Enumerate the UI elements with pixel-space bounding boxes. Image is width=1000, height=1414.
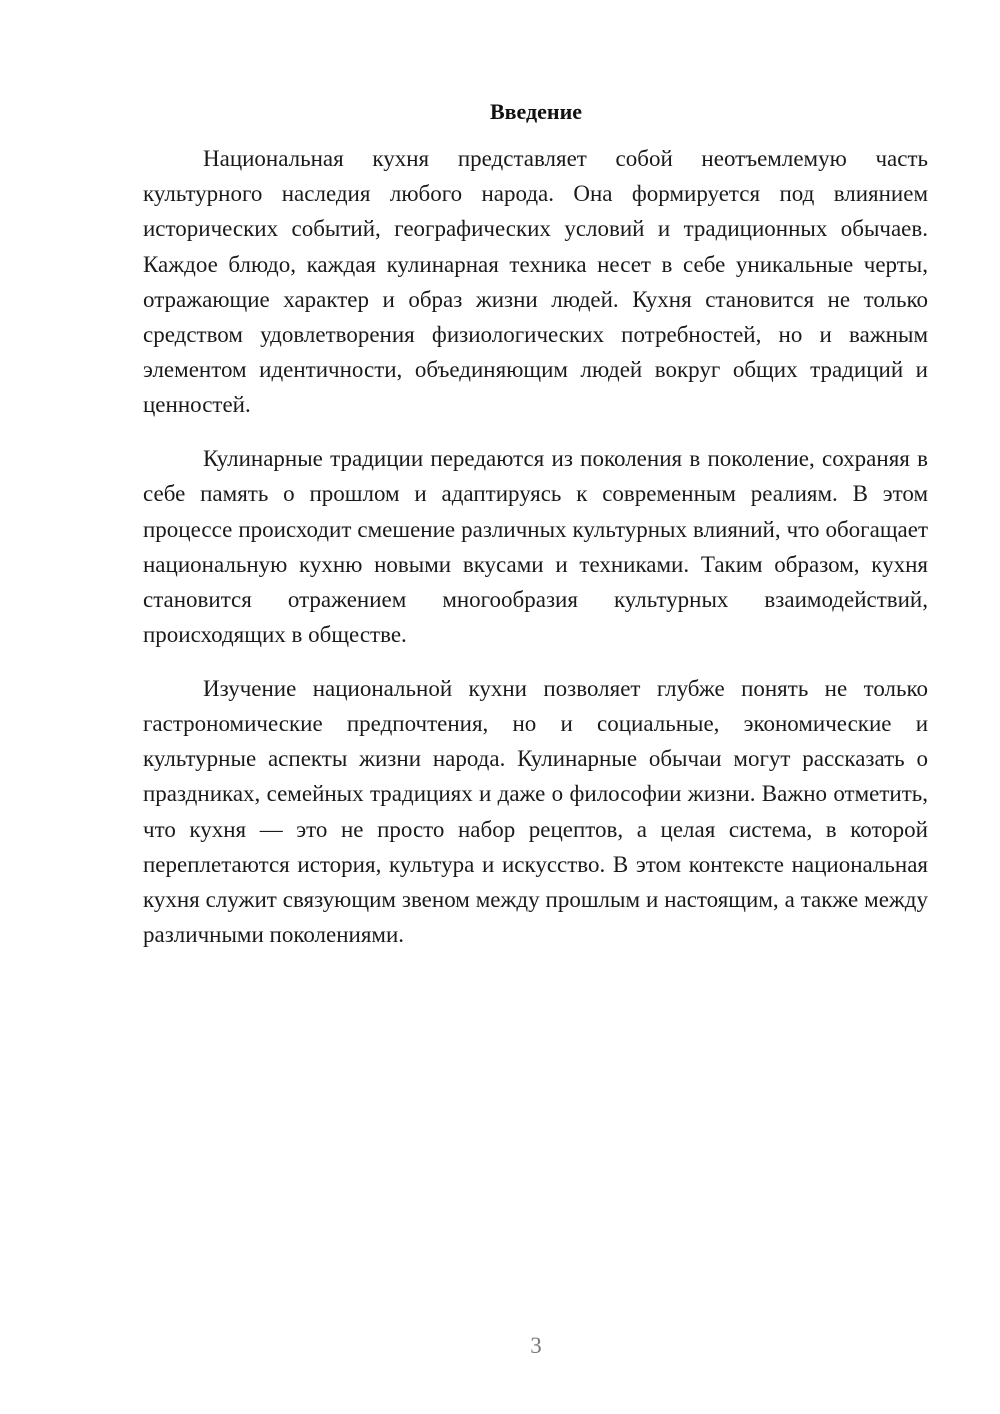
page-number: 3: [530, 1333, 542, 1358]
section-body: [143, 141, 928, 971]
paragraph-2: Кулинарные традиции передаются из поколения в поколение, сохраняя в себе память о прошлом и адаптируясь к современным реалиям. В этом процессе происходит смешение различных культурных влияний, что обогащает национальную кухню новыми вкусами и техниками. Таким образом, кухня становится отражением многообразия культурных взаимодействий, происходящих в обществе.: [143, 446, 928, 648]
paragraph-3: Изучение национальной кухни позволяет глубже понять не только гастрономические предпочтения, но и социальные, экономические и культурные аспекты жизни народа. Кулинарные обычаи могут рассказать о праздниках, семейных традициях и даже о философии жизни. Важно отметить, что кухня — это не просто набор рецептов, а целая система, в которой переплетаются история, культура и искусство. В этом контексте национальная кухня служит связующим звеном между прошлым и настоящим, а также между различными поколениями.: [143, 675, 928, 948]
section-title: Введение: [489, 99, 583, 124]
paragraph-1: Национальная кухня представляет собой неотъемлемую часть культурного наследия любого народа. Она формируется под влиянием исторических событий, географических условий и традиционных обычаев. Каждое блюдо, каждая кулинарная техника несет в себе уникальные черты, отражающие характер и образ жизни людей. Кухня становится не только средством удовлетворения физиологических потребностей, но и важным элементом идентичности, объединяющим людей вокруг общих традиций и ценностей.: [143, 146, 928, 418]
